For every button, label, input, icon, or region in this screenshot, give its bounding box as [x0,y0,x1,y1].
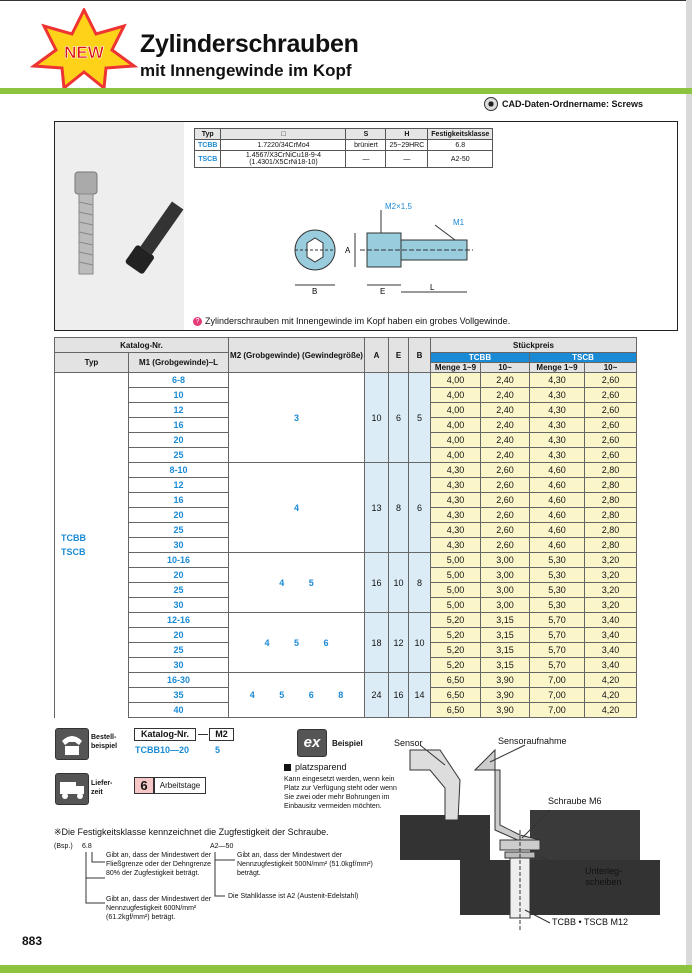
spec-header: S [346,129,386,140]
header-e: E [389,338,409,373]
dim-b-label: B [312,287,318,296]
price-cell: 4,00 [431,403,481,418]
price-cell: 4,60 [530,478,585,493]
price-cell: 5,70 [530,643,585,658]
example-label: Beispiel [332,739,363,748]
spec-header: Festigkeitsklasse [428,129,493,140]
header-price: Stückpreis [431,338,637,353]
price-cell: 5,70 [530,658,585,673]
note-t2: Gibt an, dass der Mindestwert der Nennzugfestigkeit 600N/mm² (61.2kgf/mm²) beträgt. [106,896,212,921]
header-tscb: TSCB [530,353,637,363]
table-row [55,373,637,388]
info-icon: ? [193,317,202,326]
example-bsp: (Bsp.) [54,843,73,850]
price-cell: 5,30 [530,553,585,568]
header-katalog: Katalog-Nr. [55,338,229,353]
space-saving: platzsparend [284,762,347,772]
order-label: Bestell-beispiel [91,734,118,750]
spec-cell: — [346,151,386,168]
dim-m2-label: M2×1.5 [385,202,412,211]
price-cell: 2,60 [585,373,637,388]
page-title: Zylinderschrauben [140,30,359,58]
typ-cell [55,373,129,718]
m2-cell: 3 [229,373,365,463]
table-row [55,463,637,478]
m1-length-cell: 25 [129,583,229,598]
price-cell: 7,00 [530,703,585,718]
phone-icon [55,728,89,760]
m1-length-cell: 25 [129,448,229,463]
price-cell: 5,30 [530,568,585,583]
spec-cell: 25~29HRC [386,140,428,151]
m2-cell: 4 [229,463,365,553]
new-star-icon [30,8,138,90]
typ-tscb: TSCB [61,547,86,558]
header-b: B [409,338,431,373]
spec-cell: brüniert [346,140,386,151]
header-10: 10~ [481,363,530,373]
dim-a-cell: 10 [365,373,389,463]
price-cell: 2,40 [481,403,530,418]
m1-length-cell: 40 [129,703,229,718]
order-example-m2: 5 [215,745,221,755]
price-table [54,337,637,718]
spec-header: H [386,129,428,140]
m2-cell: 4 5 6 [229,613,365,673]
price-cell: 3,90 [481,703,530,718]
typ-tcbb: TCBB [61,533,86,544]
m1-length-cell: 6-8 [129,373,229,388]
price-cell: 4,60 [530,493,585,508]
price-cell: 3,20 [585,598,637,613]
price-cell: 5,20 [431,643,481,658]
price-cell: 2,60 [481,508,530,523]
price-cell: 4,00 [431,418,481,433]
price-cell: 5,00 [431,583,481,598]
m1-length-cell: 25 [129,643,229,658]
product-photo [55,122,184,330]
footer-bar [0,965,692,973]
price-table-body [55,373,637,718]
price-cell: 4,00 [431,448,481,463]
m1-length-cell: 12-16 [129,613,229,628]
note-t3: Gibt an, dass der Mindestwert der Nennzugfestigkeit 500N/mm² (51.0kgf/mm²) beträgt. [237,852,373,877]
delivery-days-label: Arbeitstage [154,777,206,794]
label-sensoraufnahme: Sensoraufnahme [498,736,567,746]
header-menge: Menge 1~9 [530,363,585,373]
m1-length-cell: 16 [129,418,229,433]
price-cell: 4,30 [431,463,481,478]
price-cell: 3,40 [585,628,637,643]
price-cell: 5,30 [530,583,585,598]
price-cell: 5,20 [431,658,481,673]
price-cell: 3,00 [481,598,530,613]
price-cell: 4,30 [431,508,481,523]
order-dash [198,734,208,735]
label-sensor: Sensor [394,738,423,748]
price-cell: 4,30 [431,493,481,508]
dim-a-label: A [345,246,351,255]
dim-a-cell: 24 [365,673,389,718]
price-cell: 7,00 [530,673,585,688]
price-cell: 3,00 [481,568,530,583]
dim-e-cell: 8 [389,463,409,553]
price-cell: 2,80 [585,538,637,553]
price-cell: 2,80 [585,478,637,493]
price-cell: 3,90 [481,688,530,703]
price-cell: 5,00 [431,568,481,583]
price-cell: 2,40 [481,418,530,433]
spec-cell: 1.7220/34CrMo4 [221,140,346,151]
price-cell: 2,40 [481,433,530,448]
dim-e-cell: 10 [389,553,409,613]
label-unterleg: Unterleg-scheiben [584,866,622,887]
dim-b-cell: 8 [409,553,431,613]
price-cell: 2,80 [585,463,637,478]
price-cell: 2,60 [481,478,530,493]
price-cell: 2,60 [585,448,637,463]
price-cell: 3,20 [585,583,637,598]
price-cell: 2,80 [585,508,637,523]
page-number: 883 [22,934,43,948]
m1-length-cell: 12 [129,403,229,418]
price-cell: 4,00 [431,433,481,448]
technical-drawing [285,195,485,300]
price-cell: 4,30 [530,448,585,463]
table-row [55,673,637,688]
price-cell: 2,60 [481,493,530,508]
page-subtitle: mit Innengewinde im Kopf [140,61,352,80]
price-cell: 3,20 [585,568,637,583]
price-cell: 4,30 [530,373,585,388]
spec-table [194,128,493,168]
price-cell: 4,30 [530,433,585,448]
m2-cell: 4 5 6 8 [229,673,365,718]
m2-cell: 4 5 [229,553,365,613]
dim-b-cell: 14 [409,673,431,718]
dim-m1-label: M1 [453,218,465,227]
dim-a-cell: 18 [365,613,389,673]
price-cell: 4,60 [530,523,585,538]
price-cell: 3,15 [481,643,530,658]
spec-cell: A2-50 [428,151,493,168]
price-cell: 6,50 [431,703,481,718]
price-cell: 2,40 [481,388,530,403]
thread-note: ? Zylinderschrauben mit Innengewinde im Kopf haben ein grobes Vollgewinde. [193,316,510,326]
label-schraube: Schraube M6 [548,796,602,806]
spec-cell: TCBB [195,140,221,151]
price-cell: 3,00 [481,553,530,568]
header-tcbb: TCBB [431,353,530,363]
delivery-label: Liefer-zeit [91,780,113,796]
dim-l-label: L [430,283,435,292]
price-cell: 4,30 [431,538,481,553]
header-m2: M2 (Grobgewinde) (Gewindegröße) [229,338,365,373]
price-cell: 3,40 [585,613,637,628]
price-cell: 4,30 [431,478,481,493]
header-a: A [365,338,389,373]
dim-b-cell: 10 [409,613,431,673]
dim-b-cell: 6 [409,463,431,553]
m1-length-cell: 35 [129,688,229,703]
price-cell: 3,40 [585,643,637,658]
note-t1: Gibt an, dass der Mindestwert der Fließgrenze oder der Dehngrenze 80% der Zugfestigkeit beträgt. [106,852,212,877]
price-cell: 4,00 [431,388,481,403]
bullet-icon [284,764,291,771]
m1-length-cell: 16 [129,493,229,508]
header-m1: M1 (Grobgewinde)–L [129,353,229,373]
price-cell: 2,40 [481,448,530,463]
header-10: 10~ [585,363,637,373]
dim-e-cell: 6 [389,373,409,463]
value-a2: A2—50 [210,843,234,850]
price-cell: 3,90 [481,673,530,688]
spec-cell: 6.8 [428,140,493,151]
table-row [55,553,637,568]
price-cell: 2,80 [585,523,637,538]
price-cell: 2,60 [585,403,637,418]
value-68: 6.8 [82,843,92,850]
price-cell: 2,60 [585,418,637,433]
example-text: Kann eingesetzt werden, wenn kein Platz zur Verfügung steht oder wenn Sie zwei oder mehr Bohrungen im Einbausitz vermeiden möchten. [284,776,397,810]
table-row [55,613,637,628]
price-cell: 4,20 [585,673,637,688]
top-rule [0,0,692,1]
price-cell: 2,80 [585,493,637,508]
header-bar [0,88,692,94]
cad-label: CAD-Daten-Ordnername: Screws [484,97,643,111]
m1-length-cell: 10 [129,388,229,403]
price-cell: 2,60 [481,463,530,478]
price-cell: 5,20 [431,613,481,628]
spec-cell: TSCB [195,151,221,168]
price-cell: 2,60 [585,433,637,448]
price-cell: 6,50 [431,688,481,703]
dim-b-cell: 5 [409,373,431,463]
price-cell: 3,15 [481,628,530,643]
price-cell: 4,20 [585,703,637,718]
price-cell: 5,20 [431,628,481,643]
price-cell: 4,20 [585,688,637,703]
price-cell: 4,30 [530,418,585,433]
order-col-m2: M2 [209,728,234,741]
price-cell: 3,40 [585,658,637,673]
dim-e-cell: 12 [389,613,409,673]
m1-length-cell: 20 [129,568,229,583]
dim-a-cell: 13 [365,463,389,553]
example-icon: ex [297,729,327,757]
price-cell: 4,00 [431,373,481,388]
price-cell: 2,60 [585,388,637,403]
m1-length-cell: 20 [129,433,229,448]
price-cell: 4,60 [530,538,585,553]
screw-photo-icon [55,122,184,330]
m1-length-cell: 30 [129,598,229,613]
spec-header: Typ [195,129,221,140]
dim-a-cell: 16 [365,553,389,613]
price-cell: 2,40 [481,373,530,388]
m1-length-cell: 30 [129,658,229,673]
price-cell: 3,15 [481,658,530,673]
price-cell: 2,60 [481,538,530,553]
price-cell: 4,30 [530,403,585,418]
cad-disc-icon [484,97,498,111]
m1-length-cell: 16-30 [129,673,229,688]
spec-cell: 1.4567/X3CrNiCu18-9-4 (1.4301/X5CrNi18-10) [221,151,346,168]
m1-length-cell: 20 [129,508,229,523]
price-cell: 5,00 [431,553,481,568]
note-t4: Die Stahlklasse ist A2 (Austenit-Edelstahl) [228,893,359,900]
svg-text:NEW: NEW [64,43,104,62]
page-edge-bar [686,0,692,973]
price-cell: 2,60 [481,523,530,538]
price-cell: 4,30 [431,523,481,538]
price-cell: 6,50 [431,673,481,688]
truck-icon [55,773,89,805]
price-cell: 5,00 [431,598,481,613]
price-cell: 3,20 [585,553,637,568]
order-example: TCBB10—20 [135,745,190,755]
m1-length-cell: 25 [129,523,229,538]
strength-note-title: ※Die Festigkeitsklasse kennzeichnet die Zugfestigkeit der Schraube. [54,827,329,837]
m1-length-cell: 20 [129,628,229,643]
m1-length-cell: 8-10 [129,463,229,478]
price-cell: 3,00 [481,583,530,598]
label-tcbb-m12: TCBB • TSCB M12 [552,917,629,927]
m1-length-cell: 10-16 [129,553,229,568]
price-cell: 3,15 [481,613,530,628]
m1-length-cell: 30 [129,538,229,553]
price-cell: 4,30 [530,388,585,403]
m1-length-cell: 12 [129,478,229,493]
order-col-katalog: Katalog-Nr. [134,728,196,741]
spec-header: □ [221,129,346,140]
sensor-illustration [400,740,670,940]
dim-e-cell: 16 [389,673,409,718]
price-cell: 5,70 [530,628,585,643]
header-menge: Menge 1~9 [431,363,481,373]
price-cell: 5,30 [530,598,585,613]
price-cell: 4,60 [530,463,585,478]
delivery-days: 6 [134,777,154,794]
header-typ: Typ [55,353,129,373]
spec-cell: — [386,151,428,168]
dim-e-label: E [380,287,386,296]
price-cell: 4,60 [530,508,585,523]
price-cell: 5,70 [530,613,585,628]
price-cell: 7,00 [530,688,585,703]
